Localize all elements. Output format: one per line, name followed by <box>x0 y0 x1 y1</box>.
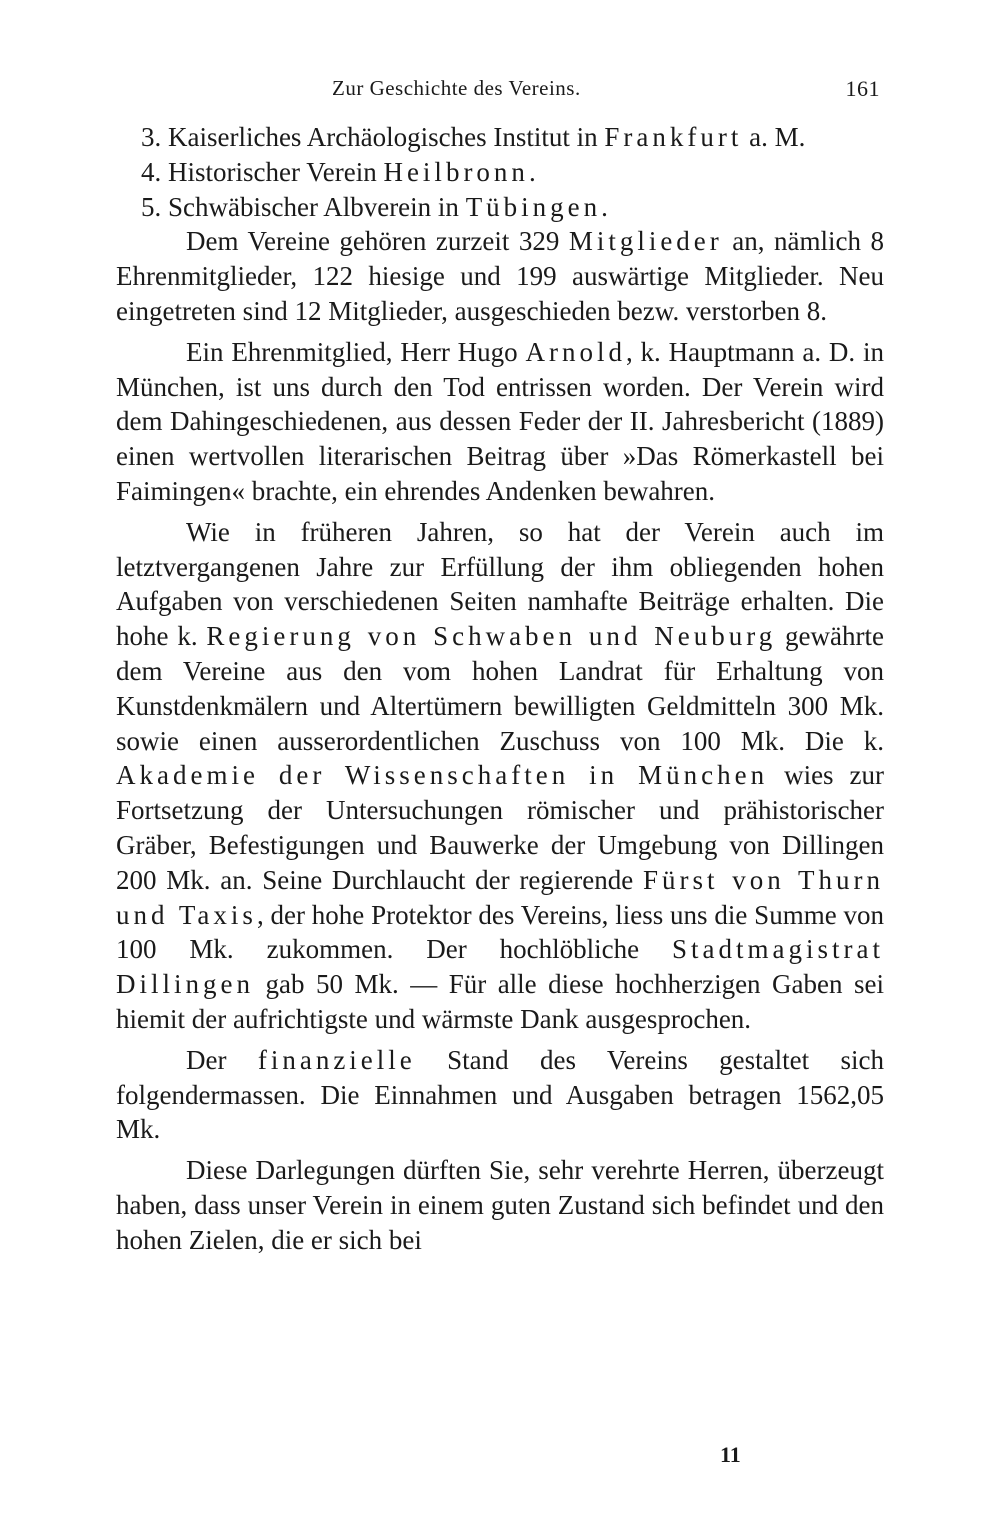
spaced-name: Frankfurt <box>604 122 743 152</box>
list-item-number: 5. <box>141 191 162 222</box>
page-number: 161 <box>845 76 880 101</box>
list-item-number: 3. <box>141 122 162 152</box>
paragraph-closing: Diese Darlegungen dürften Sie, sehr verehrte Herren, überzeugt haben, dass unser Verein in einem guten Zustand sich befindet und den hohen Zielen, die er sich bei <box>116 1155 884 1255</box>
paragraph-donations: Wie in früheren Jahren, so hat der Verein auch im letztvergangenen Jahre zur Erfüllung der ihm obliegenden hohen Aufgaben von verschiedenen Seiten namhafte Beiträge erhalten. Die hohe k. Regierung von Schwaben und Neuburg gewährte dem Vereine aus den vom hohen Landrat für Erhaltung von Kunstdenkmälern und Altertümern bewilligten Geldmitteln 300 Mk. sowie einen ausserordentlichen Zuschuss von 100 Mk. Die k. Akademie der Wissenschaften in München wies zur Fortsetzung der Untersuchungen römischer und prähistorischer Gräber, Befestigungen und Bauwerke der Umgebung von Dillingen 200 Mk. an. Seine Durchlaucht der regierende Fürst von Thurn und Taxis, der hohe Protektor des Vereins, liess uns die Summe von 100 Mk. zukommen. Der hochlöbliche Stadtmagistrat Dillingen gab 50 Mk. — Für alle diese hochherzigen Gaben sei hiemit der aufrichtigste und wärmste Dank ausgesprochen. <box>116 516 885 1034</box>
list-item: 3. Kaiserliches Archäologisches Institut in Frankfurt a. M. <box>141 122 806 152</box>
list-item: 5. Schwäbischer Albverein in Tübingen. <box>141 191 608 222</box>
page <box>116 68 884 1258</box>
signature-mark: 11 <box>720 1442 741 1467</box>
spaced-name: Heilbronn <box>383 156 529 187</box>
paragraph-obituary: Ein Ehrenmitglied, Herr Hugo Arnold, k. Hauptmann a. D. in München, ist uns durch den Tod entrissen worden. Der Verein wird dem Dahingeschiedenen, aus dessen Feder der II. Jahresbericht (1889) einen wertvollen literarischen Beitrag über »Das Römerkastell bei Faimingen« brachte, ein ehrendes Andenken bewahren. <box>116 336 885 506</box>
running-header <box>116 68 884 108</box>
running-title: Zur Geschichte des Vereins. <box>332 76 581 100</box>
paragraph-members: Dem Vereine gehören zurzeit 329 Mitglieder an, nämlich 8 Ehrenmitglieder, 122 hiesige und 199 auswärtige Mitglieder. Neu eingetreten sind 12 Mitglieder, ausgeschieden bezw. verstorben 8. <box>116 226 884 326</box>
list-item-number: 4. <box>141 156 162 187</box>
list-item: 4. Historischer Verein Heilbronn. <box>141 156 536 187</box>
spaced-name: Tübingen <box>465 191 602 222</box>
paragraph-finances: Der finanzielle Stand des Vereins gestaltet sich folgendermassen. Die Einnahmen und Ausgaben betragen 1562,05 Mk. <box>116 1044 885 1145</box>
